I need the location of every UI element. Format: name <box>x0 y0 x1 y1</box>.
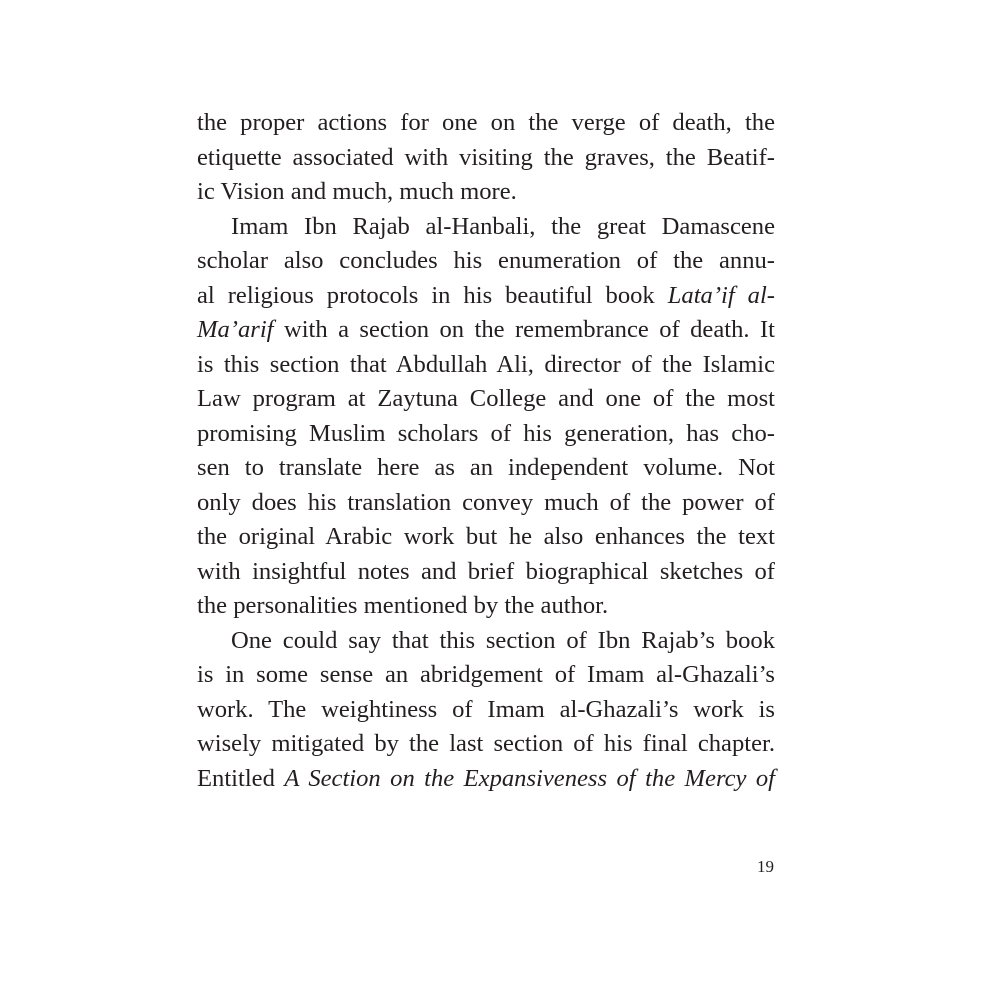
text-line <box>197 486 775 521</box>
text-line <box>197 210 775 245</box>
text-line <box>197 520 775 555</box>
text-line <box>197 693 775 728</box>
text-run: work. The weightiness of Imam al-Ghazali’s work is <box>197 695 775 723</box>
text-line <box>197 141 775 176</box>
text-run: One could say that this section of Ibn Rajab’s book <box>231 626 775 654</box>
text-line <box>197 417 775 452</box>
text-run: with insightful notes and brief biographical sketches of <box>197 557 775 585</box>
text-line <box>197 658 775 693</box>
text-run: scholar also concludes his enumeration of the annu- <box>197 247 775 274</box>
text-run: promising Muslim scholars of his generation, has cho- <box>197 419 775 447</box>
text-line <box>197 451 775 486</box>
text-line <box>197 762 775 797</box>
text-run: etiquette associated with visiting the graves, the Beatif- <box>197 143 775 171</box>
text-run: Entitled <box>197 764 285 792</box>
text-run: wisely mitigated by the last section of his final chapter. <box>197 730 775 757</box>
text-line <box>197 624 775 659</box>
text-line <box>197 382 775 417</box>
text-run: only does his translation convey much of the power of <box>197 488 775 516</box>
text-line <box>197 175 775 210</box>
text-line <box>197 727 775 762</box>
text-run: ic Vision and much, much more. <box>197 178 517 205</box>
text-line <box>197 555 775 590</box>
text-run: the original Arabic work but he also enhances the text <box>197 523 775 550</box>
text-line <box>197 348 775 383</box>
text-run: Law program at Zaytuna College and one of the most <box>197 385 775 412</box>
text-run: the personalities mentioned by the author. <box>197 592 609 619</box>
text-run: with a section on the remembrance of death. It <box>273 316 775 343</box>
text-run: sen to translate here as an independent volume. Not <box>197 454 775 481</box>
text-line <box>197 279 775 314</box>
italic-text: Lata’if al- <box>667 281 775 309</box>
body-text <box>197 106 775 796</box>
text-line <box>197 244 775 279</box>
text-line <box>197 106 775 141</box>
text-line <box>197 313 775 348</box>
italic-text: A Section on the Expansiveness of the Mercy of <box>284 764 776 792</box>
text-run: the proper actions for one on the verge of death, the <box>197 109 775 136</box>
page-number: 19 <box>757 857 774 876</box>
italic-text: Ma’arif <box>197 316 274 343</box>
text-run: al religious protocols in his beautiful book <box>197 281 668 309</box>
text-run: is this section that Abdullah Ali, director of the Islamic <box>197 350 775 378</box>
text-run: Imam Ibn Rajab al-Hanbali, the great Damascene <box>231 212 775 240</box>
text-line <box>197 589 775 624</box>
text-run: is in some sense an abridgement of Imam al-Ghazali’s <box>197 661 775 688</box>
